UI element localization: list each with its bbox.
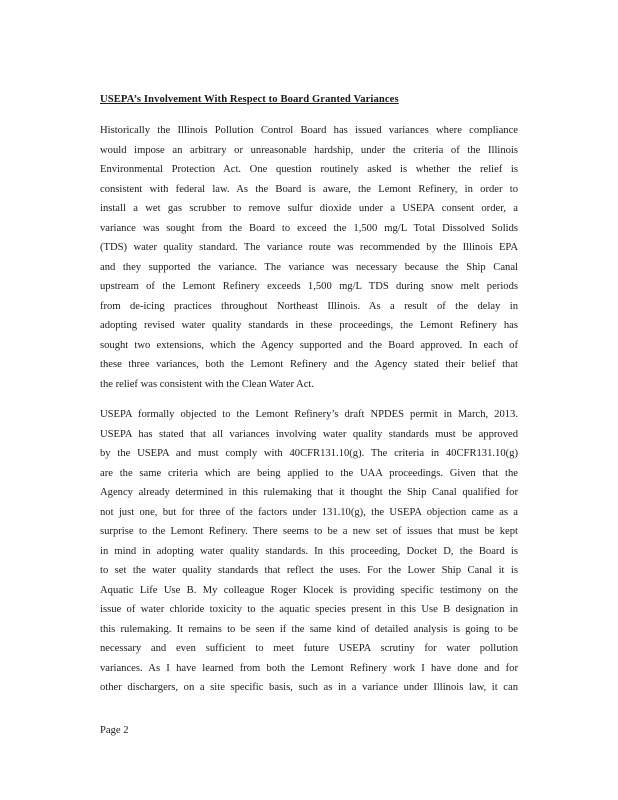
text-line: variances. As I have learned from both the Lemont Refinery work I have done and for <box>100 662 518 674</box>
text-line: other dischargers, on a site specific basis, such as in a variance under Illinois law, it can <box>100 682 518 693</box>
paragraph-variances-history <box>100 121 518 394</box>
text-line: variance was sought from the Board to exceed the 1,500 mg/L Total Dissolved Solids <box>100 222 518 234</box>
text-line: USEPA has stated that all variances involving water quality standards must be approved <box>100 428 518 440</box>
text-line: sought two extensions, which the Agency supported and the Board approved. In each of <box>100 339 518 351</box>
text-line: install a wet gas scrubber to remove sulfur dioxide under a USEPA consent order, a <box>100 203 518 214</box>
text-line: are the same criteria which are being applied to the UAA proceedings. Given that the <box>100 467 518 479</box>
text-line: by the USEPA and must comply with 40CFR131.10(g). The criteria in 40CFR131.10(g) <box>100 448 518 459</box>
text-line: and they supported the variance. The variance was necessary because the Ship Canal <box>100 261 518 273</box>
text-line: USEPA formally objected to the Lemont Refinery’s draft NPDES permit in March, 2013. <box>100 409 518 420</box>
text-line: the relief was consistent with the Clean Water Act. <box>100 378 315 390</box>
text-line: Aquatic Life Use B. My colleague Roger Klocek is providing specific testimony on the <box>100 584 518 596</box>
text-line: to set the water quality standards that reflect the uses. For the Lower Ship Canal it is <box>100 565 518 576</box>
text-line: this rulemaking. It remains to be seen if the same kind of detailed analysis is going to be <box>100 623 518 635</box>
section-heading: USEPA’s Involvement With Respect to Board Granted Variances <box>100 94 399 105</box>
text-line: upstream of the Lemont Refinery exceeds 1,500 mg/L TDS during snow melt periods <box>100 281 518 292</box>
text-line: adopting revised water quality standards in these proceedings, the Lemont Refinery has <box>100 320 518 331</box>
text-line: necessary and even sufficient to meet future USEPA scrutiny for water pollution <box>100 643 518 654</box>
text-line: consistent with federal law. As the Board is aware, the Lemont Refinery, in order to <box>100 183 518 195</box>
text-line: would impose an arbitrary or unreasonable hardship, under the criteria of the Illinois <box>100 144 518 156</box>
text-line: Agency already determined in this rulemaking that it thought the Ship Canal qualified for <box>100 487 518 498</box>
text-line: (TDS) water quality standard. The variance route was recommended by the Illinois EPA <box>100 242 518 253</box>
text-line: Environmental Protection Act. One question routinely asked is whether the relief is <box>100 164 518 175</box>
text-line: in mind in adopting water quality standards. In this proceeding, Docket D, the Board is <box>100 545 518 557</box>
page-number: Page 2 <box>100 725 129 736</box>
paragraph-usepa-objection <box>100 405 518 698</box>
text-line: issue of water chloride toxicity to the aquatic species present in this Use B designation in <box>100 604 518 615</box>
text-line: not just one, but for three of the factors under 131.10(g), the USEPA objection came as a <box>100 506 518 518</box>
text-line: from de-icing practices throughout Northeast Illinois. As a result of the delay in <box>100 300 518 312</box>
text-line: surprise to the Lemont Refinery. There seems to be a new set of issues that must be kept <box>100 526 518 537</box>
text-line: Historically the Illinois Pollution Control Board has issued variances where compliance <box>100 125 518 136</box>
text-line: these three variances, both the Lemont Refinery and the Agency stated their belief that <box>100 359 518 370</box>
